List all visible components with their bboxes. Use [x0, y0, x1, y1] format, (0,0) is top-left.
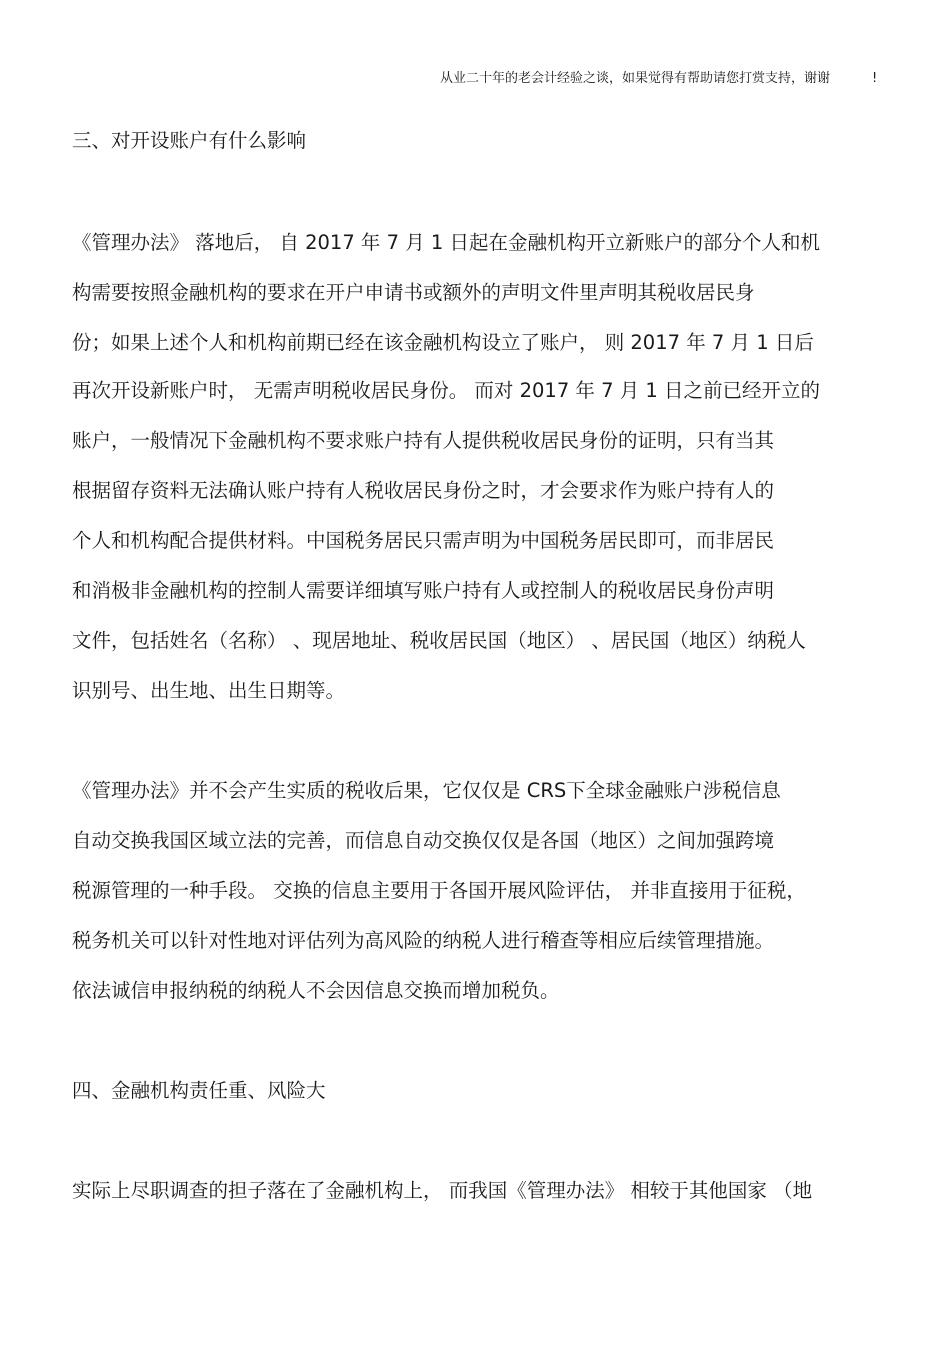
para1-line-2: 构需要按照金融机构的要求在开户申请书或额外的声明文件里声明其税收居民身: [72, 281, 755, 304]
para1-line-5: 账户，一般情况下金融机构不要求账户持有人提供税收居民身份的证明，只有当其: [72, 429, 775, 452]
section-4-title: 四、金融机构责任重、风险大: [72, 1079, 326, 1102]
para1-line-4: 再次开设新账户时， 无需声明税收居民身份。 而对 2017 年 7 月 1 日之前已经开立的: [72, 379, 821, 402]
section-3-title: 三、对开设账户有什么影响: [72, 129, 307, 152]
para1-line-1: 《管理办法》 落地后， 自 2017 年 7 月 1 日起在金融机构开立新账户的部分个人和机: [72, 231, 821, 254]
para2-line-3: 税源管理的一种手段。 交换的信息主要用于各国开展风险评估， 并非直接用于征税，: [72, 879, 806, 902]
para1-line-7: 个人和机构配合提供材料。中国税务居民只需声明为中国税务居民即可，而非居民: [72, 529, 775, 552]
header-text: 从业二十年的老会计经验之谈，如果觉得有帮助请您打赏支持，谢谢: [440, 71, 831, 86]
para1-line-10: 识别号、出生地、出生日期等。: [72, 679, 346, 702]
para2-line-4: 税务机关可以针对性地对评估列为高风险的纳税人进行稽查等相应后续管理措施。: [72, 929, 775, 952]
para2-line-2: 自动交换我国区域立法的完善，而信息自动交换仅仅是各国（地区）之间加强跨境: [72, 829, 775, 852]
header-exclamation: !: [872, 71, 878, 86]
para2-line-5: 依法诚信申报纳税的纳税人不会因信息交换而增加税负。: [72, 979, 560, 1002]
para1-line-3: 份；如果上述个人和机构前期已经在该金融机构设立了账户， 则 2017 年 7 月 1 日后: [72, 331, 814, 354]
para1-line-6: 根据留存资料无法确认账户持有人税收居民身份之时，才会要求作为账户持有人的: [72, 479, 775, 502]
page-header: [440, 70, 880, 88]
para1-line-9: 文件，包括姓名（名称） 、现居地址、税收居民国（地区） 、居民国（地区）纳税人: [72, 629, 806, 652]
para2-line-1: 《管理办法》并不会产生实质的税收后果，它仅仅是 CRS下全球金融账户涉税信息: [72, 779, 781, 802]
para3-line-1: 实际上尽职调查的担子落在了金融机构上， 而我国《管理办法》 相较于其他国家 （地: [72, 1179, 813, 1202]
para1-line-8: 和消极非金融机构的控制人需要详细填写账户持有人或控制人的税收居民身份声明: [72, 579, 775, 602]
